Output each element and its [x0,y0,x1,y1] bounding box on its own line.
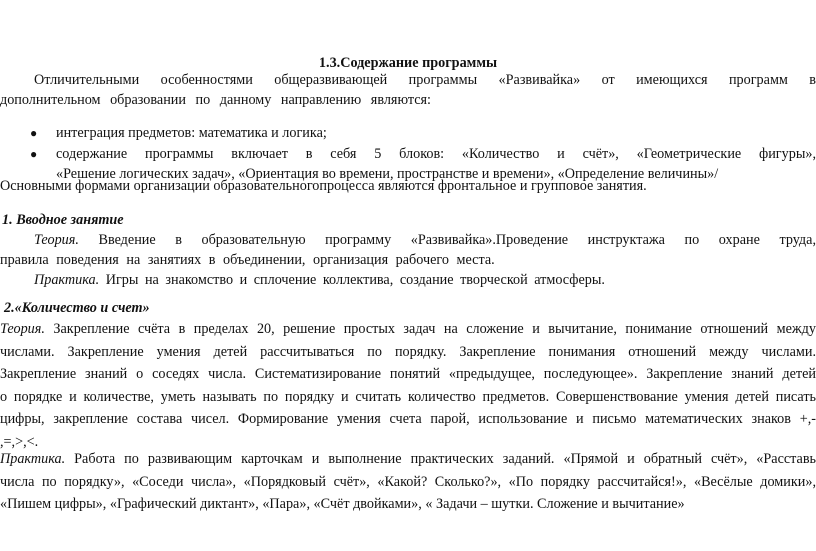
bullet-text: содержание программы включает в себя 5 блоков: «Количество и счёт», «Геометрические фигуры», [56,146,816,162]
intro-line-1: Отличительными особенностями общеразвивающей программы «Развивайка» от имеющихся программ в [34,72,816,88]
section-2-theory-line [0,318,816,341]
section-2-practice [0,448,816,516]
theory-text: Закрепление счёта в пределах 20, решение простых задач на сложение и вычитание, понимание отношений между [53,321,816,337]
practice-label: Практика. [0,451,66,467]
theory-label: Теория. [34,232,79,248]
bullet-dot-icon: ● [30,147,38,161]
forms-text: Основными формами организации образовательногопроцесса являются фронтальное и групповое занятия. [0,178,647,194]
section-2-theory [0,318,816,453]
section-1-theory-line-1 [0,230,816,250]
section-2-theory-line: ,=,>,<. [0,433,39,450]
section-1-theory-line-2: правила поведения на занятиях в объединении, организация рабочего места. [0,252,495,268]
practice-text: Работа по развивающим карточкам и выполнение практических заданий. «Прямой и обратный счёт», «Расставь [74,451,816,467]
practice-label: Практика. [34,272,100,288]
theory-text: Введение в образовательную программу «Развивайка».Проведение инструктажа по охране труда, [98,232,816,248]
section-introductory [0,210,816,290]
bullet-dot-icon: ● [30,126,38,140]
section-2-practice-line: числа по порядку», «Соседи числа», «Порядковый счёт», «Какой? Сколько?», «По порядку рассчитайся!», «Весёлые домики», [0,473,816,490]
bullet-text: интеграция предметов: математика и логика; [56,125,327,141]
intro-line-2: дополнительном образовании по данному направлению являются: [0,92,431,108]
section-2-theory-line: цифры, закрепление состава чисел. Формирование умения счета парой, использование и письмо математических знаков +,- [0,411,816,427]
section-2-heading: 2.«Количество и счет» [4,300,150,316]
section-2-practice-line [0,448,816,471]
section-2-practice-line: «Пишем цифры», «Графический диктант», «Пара», «Счёт двойками», « Задачи – шутки. Сложение и вычитание» [0,496,685,512]
section-quantity-count [0,298,816,453]
intro-paragraph [0,70,816,110]
section-1-practice [0,270,816,290]
theory-label: Теория. [0,321,45,337]
practice-text: Игры на знакомство и сплочение коллектива, создание творческой атмосферы. [105,272,605,288]
page-title: 1.3.Содержание программы [318,55,498,71]
section-2-theory-line: о порядке и количестве, уметь называть по порядку и считать количество предметов. Совершенствование умения детей писать [0,388,816,405]
section-2-theory-line: числами. Закрепление умения детей рассчитываться по порядку. Закрепление понимания отношений между числами. [0,343,816,360]
bullet-item [0,123,816,143]
forms-paragraph [0,176,816,196]
bullet-text: «Решение логических задач», «Ориентация во времени, пространстве и времени», «Определение величины»/ [56,166,719,182]
section-2-theory-line: Закрепление знаний о соседях числа. Систематизирование понятий «предыдущее, последующее». Закрепление знаний детей [0,366,816,382]
section-1-heading: 1. Вводное занятие [2,212,124,228]
bullet-list [0,123,816,184]
